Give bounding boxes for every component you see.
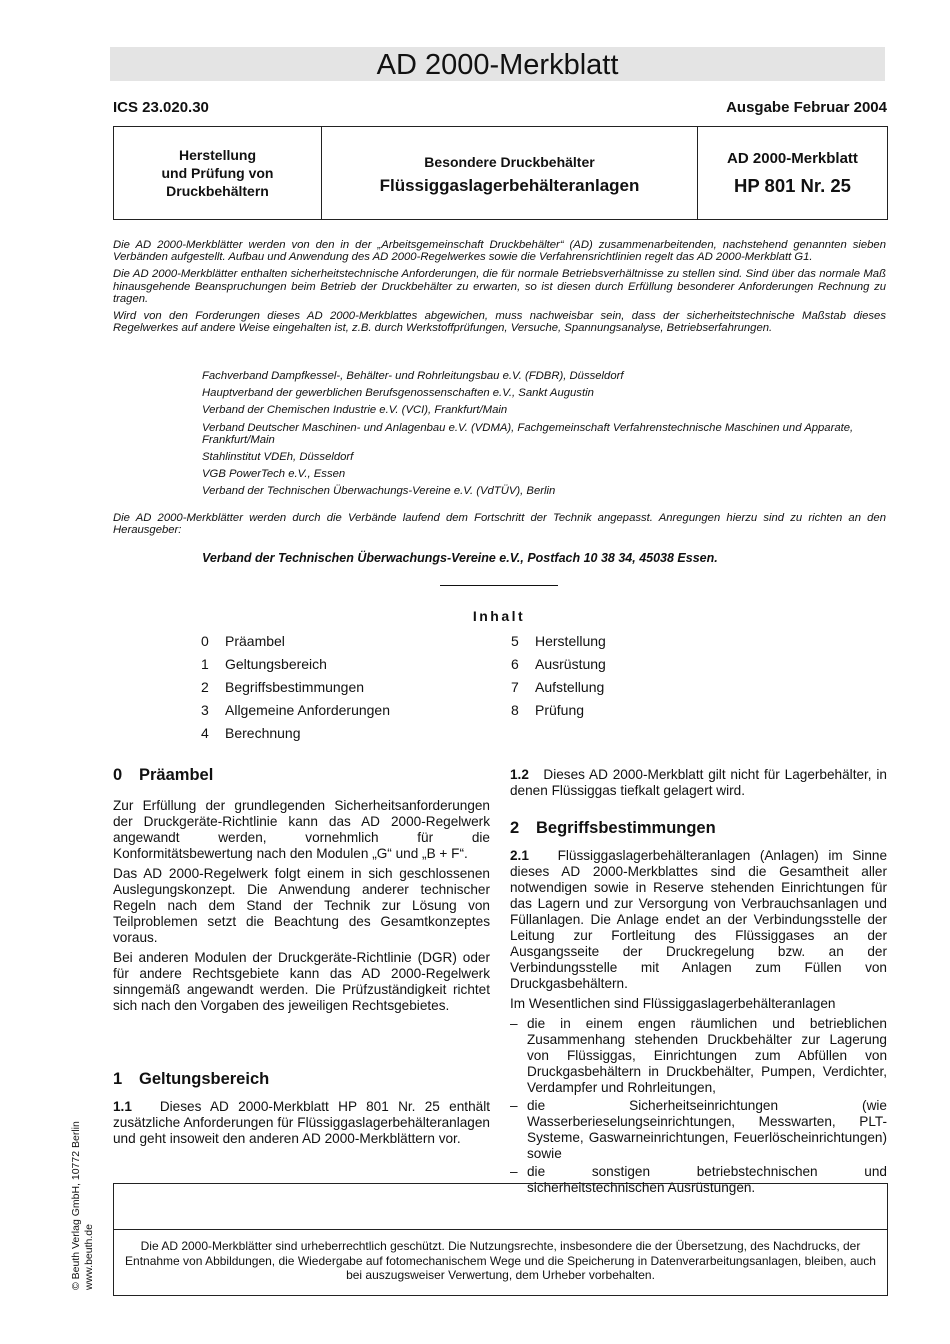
toc-label: Begriffsbestimmungen: [225, 679, 365, 695]
ics-code: ICS 23.020.30: [113, 99, 209, 116]
sheet-series: AD 2000-Merkblatt: [727, 149, 858, 167]
section-heading: [113, 767, 490, 783]
toc-number: 6: [511, 656, 519, 672]
preface-paragraph: Die AD 2000-Merkblätter werden von den in der „Arbeitsgemeinschaft Druckbehälter“ (AD) zusammenarbeitenden, nachstehend genannten sieben Verbänden aufgestellt. Aufbau und Anwendung des AD 2000-Regelwerkes sowie die Verfahrensrichtlinien regelt das AD 2000-Merkblatt G1.: [113, 239, 886, 264]
category-line: Druckbehältern: [166, 183, 269, 199]
toc-label: Berechnung: [225, 725, 301, 741]
publisher-sidebar: [70, 1121, 96, 1290]
header-subject: [322, 127, 698, 219]
publisher-url[interactable]: www.beuth.de: [83, 1224, 95, 1290]
publisher-credit: © Beuth Verlag GmbH, 10772 Berlin: [70, 1121, 82, 1290]
paragraph: Zur Erfüllung der grundlegenden Sicherheitsanforderungen der Druckgeräte-Richtlinie kann das AD 2000-Regelwerk angewandt werden, vornehmlich für die Konformitätsbewertung nach den Modulen „G“ und „B + F“.: [113, 798, 490, 861]
section-heading: [113, 1071, 490, 1087]
section-title: Geltungsbereich: [139, 1070, 270, 1088]
section-1-cont: [510, 767, 887, 803]
category-line: Herstellung: [178, 147, 256, 163]
association-list: [202, 370, 882, 503]
section-title: Präambel: [139, 766, 214, 784]
category-line: und Prüfung von: [161, 165, 274, 181]
header-box: [113, 126, 888, 220]
association: Fachverband Dampfkessel-, Behälter- und Rohrleitungsbau e.V. (FDBR), Düsseldorf: [202, 370, 624, 382]
section-number: 0: [113, 766, 123, 784]
clause-text: Dieses AD 2000-Merkblatt HP 801 Nr. 25 enthält zusätzliche Anforderungen für Flüssiggaslagerbehälteranlagen und geht insoweit den anderen AD 2000-Merkblättern vor.: [113, 1099, 490, 1146]
copyright-notice: Die AD 2000-Merkblätter sind urheberrechtlich geschützt. Die Nutzungsrechte, insbesondere die der Übersetzung, des Nachdrucks, der Entnahme von Abbildungen, die Wiedergabe auf fotomechanischem Wege und die Speicherung in Datenverarbeitungsanlagen, bleiben, auch bei auszugsweiser Verwertung, dem Urheber vorbehalten.: [125, 1239, 876, 1282]
toc-right: [511, 630, 606, 722]
preface: [113, 239, 886, 339]
paragraph: [510, 767, 887, 799]
section-2: [510, 820, 887, 1198]
document-title: AD 2000-Merkblatt: [110, 47, 885, 81]
list-item: – die sonstigen betriebstechnischen und sicherheitstechnischen Ausrüstungen.: [510, 1164, 887, 1196]
association: Verband der Chemischen Industrie e.V. (VCI), Frankfurt/Main: [202, 404, 508, 417]
toc-entry[interactable]: [201, 722, 390, 745]
toc-number: 3: [201, 702, 209, 718]
header-id: [698, 127, 887, 219]
toc-entry[interactable]: [511, 653, 606, 676]
clause-number: 2.1: [510, 848, 529, 863]
paragraph: Bei anderen Modulen der Druckgeräte-Richtlinie (DGR) oder für andere Rechtsgebiete kann das AD 2000-Regelwerk sinngemäß angewandt werden. Die Prüfzuständigkeit richtet sich nach den Vorgaben des jeweiligen Rechtsgebietes.: [113, 950, 490, 1013]
section-heading: [510, 820, 887, 836]
clause-number: 1.1: [113, 1099, 132, 1114]
section-0: [113, 767, 490, 1018]
section-1: [113, 1071, 490, 1151]
paragraph: [510, 848, 887, 992]
divider: [440, 585, 558, 586]
association: Verband der Technischen Überwachungs-Vereine e.V. (VdTÜV), Berlin: [202, 485, 556, 498]
header-category: [114, 127, 322, 219]
toc-entry[interactable]: [201, 653, 390, 676]
toc-label: Prüfung: [535, 702, 585, 718]
list-item: – die Sicherheitseinrichtungen (wie Wasserberieselungseinrichtungen, Messwarten, PLT-Systeme, Gaswarneinrichtungen, Feuerlöscheinrichtungen) sowie: [510, 1098, 887, 1162]
paragraph: Im Wesentlichen sind Flüssiggaslagerbehälteranlagen: [510, 996, 836, 1011]
section-number: 2: [510, 819, 520, 837]
toc-label: Präambel: [225, 633, 285, 649]
section-title: Begriffsbestimmungen: [536, 819, 716, 837]
toc-number: 5: [511, 633, 519, 649]
subject-group: Besondere Druckbehälter: [424, 154, 595, 170]
association: Hauptverband der gewerblichen Berufsgenossenschaften e.V., Sankt Augustin: [202, 387, 594, 400]
edition: Ausgabe Februar 2004: [726, 99, 887, 116]
copyright-box: [113, 1183, 888, 1296]
toc-entry[interactable]: [201, 630, 390, 653]
toc-entry[interactable]: [201, 699, 390, 722]
toc-title: Inhalt: [472, 608, 526, 624]
toc-entry[interactable]: [511, 699, 606, 722]
paragraph: [113, 1099, 490, 1147]
paragraph: Das AD 2000-Regelwerk folgt einem in sich geschlossenen Auslegungskonzept. Die Anwendung anderer technischer Regeln nach dem Stand der Technik zur Lösung von Teilproblemen setzt die Beachtung des Gesamtkonzeptes voraus.: [113, 866, 490, 945]
toc-entry[interactable]: [201, 676, 390, 699]
toc-number: 0: [201, 633, 209, 649]
toc-number: 4: [201, 725, 209, 741]
preface-paragraph: Wird von den Forderungen dieses AD 2000-Merkblattes abgewichen, muss nachweisbar sein, dass der sicherheitstechnische Maßstab dieses Regelwerkes auf andere Weise eingehalten ist, z.B. durch Werkstoffprüfungen, Versuche, Spannungsanalyse, Betriebserfahrungen.: [113, 310, 886, 335]
sheet-number: HP 801 Nr. 25: [734, 174, 851, 196]
toc-number: 1: [201, 656, 209, 672]
toc-label: Ausrüstung: [535, 656, 606, 672]
clause-number: 1.2: [510, 767, 529, 782]
toc-number: 7: [511, 679, 519, 695]
association: Verband Deutscher Maschinen- und Anlagenbau e.V. (VDMA), Fachgemeinschaft Verfahrenstechnische Maschinen und Apparate, Frankfurt/Main: [202, 421, 854, 446]
toc-entry[interactable]: [511, 676, 606, 699]
preface-paragraph: Die AD 2000-Merkblätter enthalten sicherheitstechnische Anforderungen, die für normale Betriebsverhältnisse zu stellen sind. Sind über das normale Maß hinausgehende Beanspruchungen beim Betrieb der Druckbehälter zu erwarten, so ist diesen durch Erfüllung besonderer Anforderungen Rechnung zu tragen.: [113, 268, 886, 305]
association: Stahlinstitut VDEh, Düsseldorf: [202, 451, 354, 464]
list-item: – die in einem engen räumlichen und betrieblichen Zusammenhang stehenden Druckbehälter zur Lagerung von Flüssiggas, Einrichtungen zum Abfüllen von Druckgasbehältern in Druckbehälter, Pumpen, Verdichter, Verdampfer und Rohrleitungen,: [510, 1016, 887, 1096]
association: VGB PowerTech e.V., Essen: [202, 468, 346, 481]
toc-number: 2: [201, 679, 209, 695]
section-number: 1: [113, 1070, 123, 1088]
clause-text: Flüssiggaslagerbehälteranlagen (Anlagen) im Sinne dieses AD 2000-Merkblattes sind die Gesamtheit aller notwendigen sowie in Reserve stehenden Einrichtungen für das Lagern und zur Versorgung von Verbrauchsanlagen und Füllanlagen. Die Anlage endet an der Verbindungsstelle der Leitung zur Fortleitung des Flüssiggases an der Ausgangsseite der Druckregelung bzw. an der Verbindungsstelle mit Anlagen zum Füllen von Druckgasbehältern.: [510, 848, 887, 991]
toc-label: Allgemeine Anforderungen: [225, 702, 391, 718]
publisher-address: Verband der Technischen Überwachungs-Vereine e.V., Postfach 10 38 34, 45038 Essen.: [202, 551, 718, 565]
toc-entry[interactable]: [511, 630, 606, 653]
toc-left: [201, 630, 390, 745]
update-note: Die AD 2000-Merkblätter werden durch die Verbände laufend dem Fortschritt der Technik angepasst. Anregungen hierzu sind zu richten an den Herausgeber:: [113, 512, 886, 537]
toc-label: Geltungsbereich: [225, 656, 327, 672]
toc-number: 8: [511, 702, 519, 718]
subject-title: Flüssiggaslagerbehälteranlagen: [379, 176, 640, 195]
clause-text: Dieses AD 2000-Merkblatt gilt nicht für Lagerbehälter, in denen Flüssiggas tiefkalt gelagert wird.: [510, 767, 887, 798]
component-list: [510, 1016, 887, 1196]
toc-label: Herstellung: [535, 633, 606, 649]
toc-label: Aufstellung: [535, 679, 605, 695]
empty-box-area: [114, 1184, 887, 1230]
